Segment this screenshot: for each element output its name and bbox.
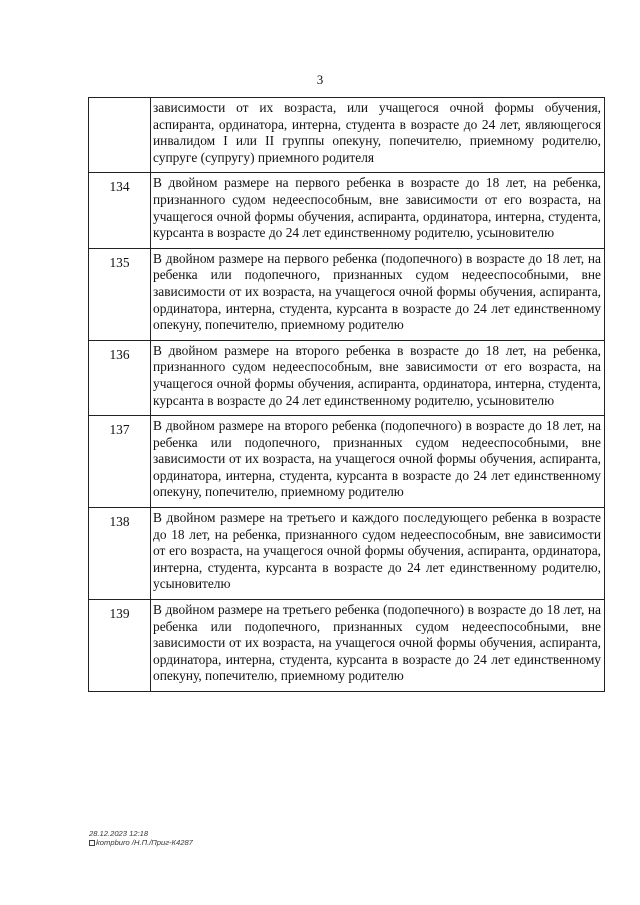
table-row: [89, 340, 605, 415]
row-number: [89, 98, 151, 173]
row-number: 136: [89, 340, 151, 415]
table-row: [89, 508, 605, 600]
row-text: В двойном размере на первого ребенка в возрасте до 18 лет, на ребенка, признанного судом недееспособным, вне зависимости от его возраста, на учащегося очной формы обучения, аспиранта, ординатора, интерна, студента, курсанта в возрасте до 24 лет единственному родителю, усыновителю: [151, 173, 605, 248]
table-row: [89, 416, 605, 508]
row-number: 137: [89, 416, 151, 508]
row-text: В двойном размере на третьего и каждого последующего ребенка в возрасте до 18 лет, на ребенка, признанного судом недееспособным, вне зависимости от его возраста, на учащегося очной формы обучения, аспиранта, ординатора, интерна, студента, курсанта в возрасте до 24 лет единственному родителю, усыновителю: [151, 508, 605, 600]
row-number: 134: [89, 173, 151, 248]
footer-timestamp: 28.12.2023 12:18: [89, 829, 149, 838]
row-number: 139: [89, 600, 151, 692]
row-text: В двойном размере на первого ребенка (подопечного) в возрасте до 18 лет, на ребенка или подопечного, признанных судом недееспособными, вне зависимости от их возраста, на учащегося очной формы обучения, аспиранта, ординатора, интерна, студента, курсанта в возрасте до 24 лет единственному опекуну, попечителю, приемному родителю: [151, 248, 605, 340]
table-row: [89, 248, 605, 340]
document-table: [88, 97, 605, 692]
row-text: В двойном размере на второго ребенка в возрасте до 18 лет, на ребенка, признанного судом недееспособным, вне зависимости от его возраста, на учащегося очной формы обучения, аспиранта, ординатора, интерна, студента, курсанта в возрасте до 24 лет единственному родителю, усыновителю: [151, 340, 605, 415]
footer-file-ref: kompburo /Н.П./Приг-К4287: [96, 838, 193, 847]
table-row: [89, 173, 605, 248]
document-footer: [89, 829, 193, 847]
row-number: 135: [89, 248, 151, 340]
page-number: 3: [316, 72, 324, 87]
row-text: зависимости от их возраста, или учащегося очной формы обучения, аспиранта, ординатора, интерна, студента в возрасте до 24 лет, являющегося инвалидом I или II группы опекуну, попечителю, приемному родителю, супругe (супругу) приемного родителя: [151, 98, 605, 173]
table-row: [89, 600, 605, 692]
row-text: В двойном размере на третьего ребенка (подопечного) в возрасте до 18 лет, на ребенка или подопечного, признанных судом недееспособными, вне зависимости от их возраста, на учащегося очной формы обучения, аспиранта, ординатора, интерна, студента, курсанта в возрасте до 24 лет единственному опекуну, попечителю, приемному родителю: [151, 600, 605, 692]
row-number: 138: [89, 508, 151, 600]
table-row: [89, 98, 605, 173]
footer-file-ref-line: [89, 838, 193, 847]
document-icon: [89, 840, 95, 846]
row-text: В двойном размере на второго ребенка (подопечного) в возрасте до 18 лет, на ребенка или подопечного, признанных судом недееспособными, вне зависимости от их возраста, на учащегося очной формы обучения, аспиранта, ординатора, интерна, студента, курсанта в возрасте до 24 лет единственному опекуну, попечителю, приемному родителю: [151, 416, 605, 508]
